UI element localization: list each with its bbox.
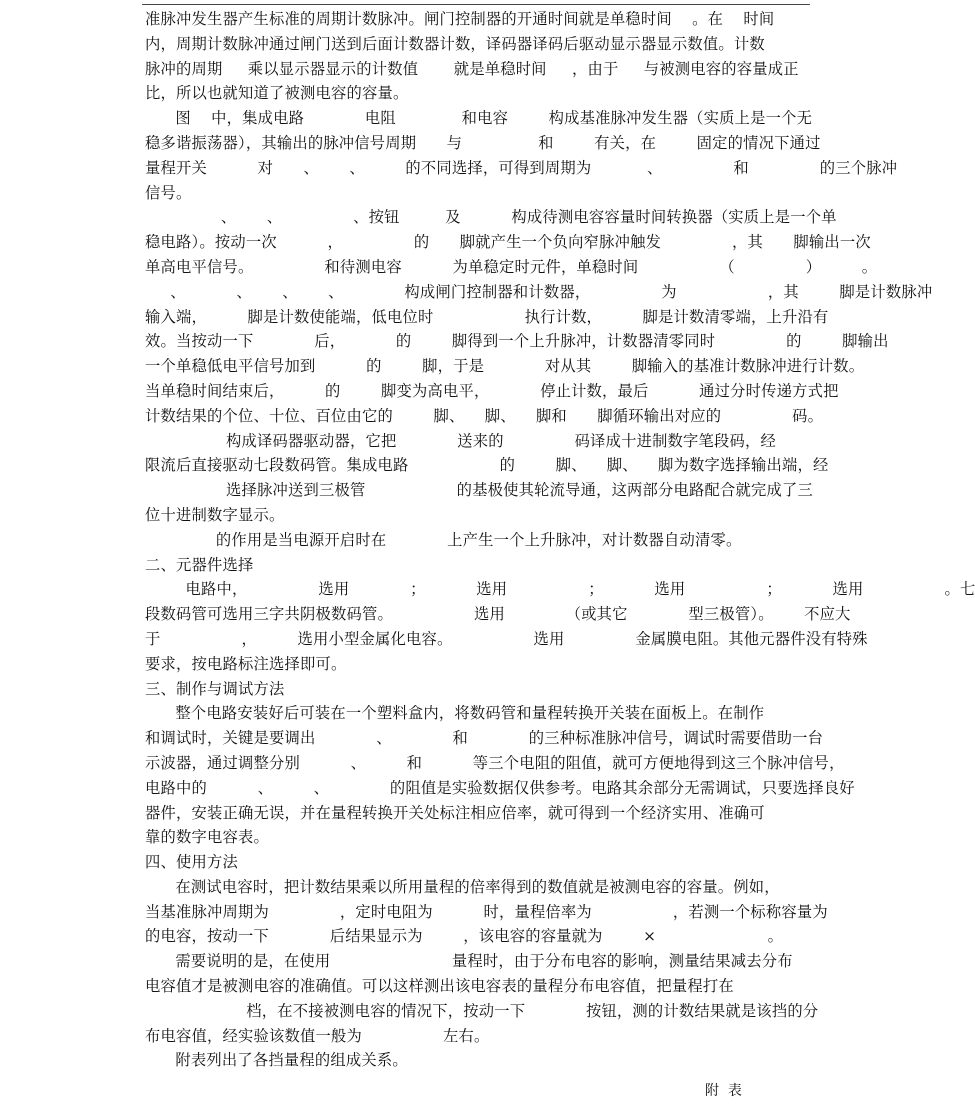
text-line: 比，所以也就知道了被测电容的容量。 bbox=[145, 84, 409, 103]
text-line: 在测试电容时，把计数结果乘以所用量程的倍率得到的数值就是被测电容的容量。例如， bbox=[145, 877, 780, 896]
top-rule bbox=[142, 4, 810, 5]
text-line: 、 、 、 、 构成闸门控制器和计数器， 为 ，其 脚是计数脉冲 bbox=[145, 282, 933, 301]
text-line: 信号。 bbox=[145, 183, 192, 202]
text-line: 位十进制数字显示。 bbox=[145, 505, 285, 524]
text-line: 构成译码器驱动器，它把 送来的 码译成十进制数字笔段码，经 bbox=[145, 431, 777, 450]
text-line: 的电容，按动一下 后结果显示为 ，该电容的容量就为 × 。 bbox=[145, 927, 784, 946]
text-line: 计数结果的个位、十位、百位由它的 脚、 脚、 脚和 脚循环输出对应的 码。 bbox=[145, 406, 824, 425]
text-line: 附表列出了各挡量程的组成关系。 bbox=[145, 1051, 408, 1070]
text-line: 靠的数字电容表。 bbox=[145, 828, 269, 847]
text-line: 档，在不接被测电容的情况下，按动一下 按钮，测的计数结果就是该挡的分 bbox=[145, 1001, 819, 1020]
text-line: 选择脉冲送到三极管 的基极使其轮流导通，这两部分电路配合就完成了三 bbox=[145, 481, 814, 500]
text-line: 电路中， 选用 ； 选用 ； 选用 ； 选用 。七 bbox=[145, 580, 975, 599]
document-body bbox=[145, 7, 975, 1073]
text-line: 单高电平信号。 和待测电容 为单稳定时元件，单稳时间 （ ） 。 bbox=[145, 257, 878, 276]
text-line: 于 ， 选用小型金属化电容。 选用 金属膜电阻。其他元器件没有特殊 bbox=[145, 629, 868, 648]
text-line: 当单稳时间结束后， 的 脚变为高电平， 停止计数，最后 通过分时传递方式把 bbox=[145, 381, 839, 400]
text-line: 需要说明的是，在使用 量程时，由于分布电容的影响，测量结果减去分布 bbox=[145, 952, 793, 971]
text-line: 和调试时，关键是要调出 、 和 的三种标准脉冲信号，调试时需要借助一台 bbox=[145, 729, 824, 748]
section-heading: 二、元器件选择 bbox=[145, 555, 254, 574]
text-line: 、 、 、按钮 及 构成待测电容容量时间转换器（实质上是一个单 bbox=[145, 208, 837, 227]
table-caption: 附 表 bbox=[705, 1083, 742, 1099]
section-heading: 四、使用方法 bbox=[145, 853, 238, 872]
text-line: 图 中，集成电路 电阻 和电容 构成基准脉冲发生器（实质上是一个无 bbox=[145, 109, 813, 128]
text-line: 电路中的 、 、 的阻值是实验数据仅供参考。电路其余部分无需调试，只要选择良好 bbox=[145, 778, 855, 797]
text-line: 电容值才是被测电容的准确值。可以这样测出该电容表的量程分布电容值，把量程打在 bbox=[145, 977, 734, 996]
text-line: 段数码管可选用三字共阴极数码管。 选用 （或其它 型三极管）。 不应大 bbox=[145, 605, 851, 624]
text-line: 稳多谐振荡器），其输出的脉冲信号周期 与 和 有关，在 固定的情况下通过 bbox=[145, 133, 821, 152]
text-line: 准脉冲发生器产生标准的周期计数脉冲。闸门控制器的开通时间就是单稳时间 。在 时间 bbox=[145, 10, 775, 28]
text-line: 脉冲的周期 乘以显示器显示的计数值 就是单稳时间 ，由于 与被测电容的容量成正 bbox=[145, 59, 799, 78]
text-line: 效。当按动一下 后， 的 脚得到一个上升脉冲，计数器清零同时 的 脚输出 bbox=[145, 332, 889, 351]
text-line: 的作用是当电源开启时在 上产生一个上升脉冲，对计数器自动清零。 bbox=[145, 530, 742, 549]
section-heading: 三、制作与调试方法 bbox=[145, 679, 285, 698]
text-line: 整个电路安装好后可装在一个塑料盒内，将数码管和量程转换开关装在面板上。在制作 bbox=[145, 704, 765, 723]
text-line: 输入端， 脚是计数使能端，低电位时 执行计数， 脚是计数清零端，上升沿有 bbox=[145, 307, 829, 326]
text-line: 内，周期计数脉冲通过闸门送到后面计数器计数，译码器译码后驱动显示器显示数值。计数 bbox=[145, 34, 765, 53]
text-line: 要求，按电路标注选择即可。 bbox=[145, 654, 347, 673]
text-line: 稳电路）。按动一次 ， 的 脚就产生一个负向窄脉冲触发 ，其 脚输出一次 bbox=[145, 233, 871, 252]
text-line: 器件，安装正确无误，并在量程转换开关处标注相应倍率，就可得到一个经济实用、准确可 bbox=[145, 803, 765, 822]
text-line: 布电容值，经实验该数值一般为 左右。 bbox=[145, 1026, 490, 1045]
text-line: 示波器，通过调整分别 、 和 等三个电阻的阻值，就可方便地得到这三个脉冲信号， bbox=[145, 753, 845, 772]
text-line: 当基准脉冲周期为 ，定时电阻为 时，量程倍率为 ，若测一个标称容量为 bbox=[145, 902, 828, 921]
text-line: 量程开关 对 、 、 的不同选择，可得到周期为 、 和 的三个脉冲 bbox=[145, 158, 898, 177]
text-line: 限流后直接驱动七段数码管。集成电路 的 脚、 脚、 脚为数字选择输出端，经 bbox=[145, 456, 829, 475]
text-line: 一个单稳低电平信号加到 的 脚，于是 对从其 脚输入的基准计数脉冲进行计数。 bbox=[145, 357, 865, 376]
